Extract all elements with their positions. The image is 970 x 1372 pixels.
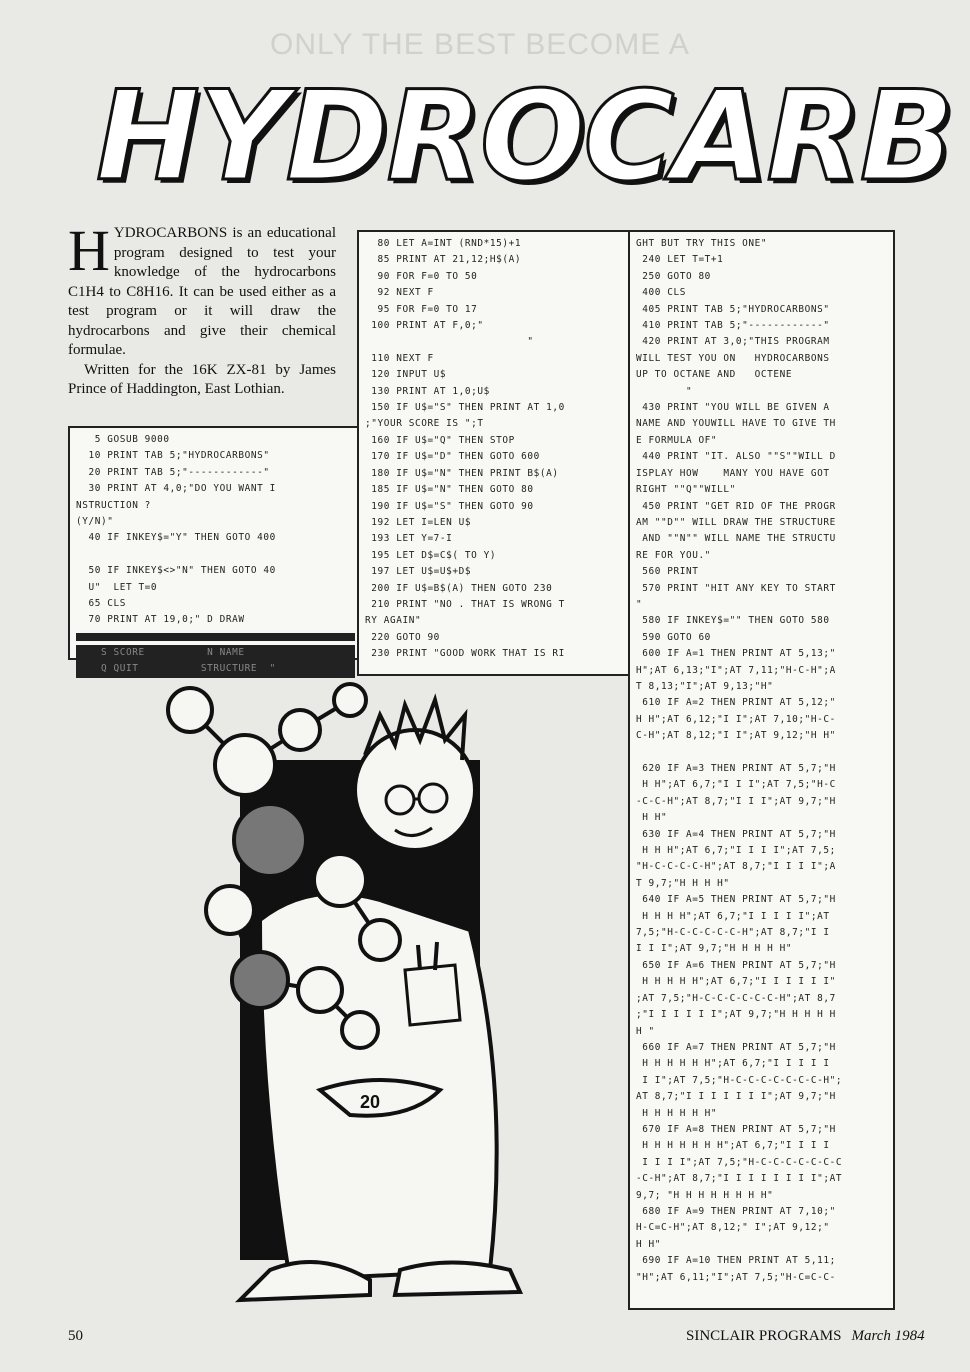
headline-text: HYDROCARB: [96, 65, 953, 209]
intro-paragraph-2: Written for the 16K ZX-81 by James Prince of Haddington, East Lothian.: [68, 361, 336, 397]
background-tagline: ONLY THE BEST BECOME A: [270, 28, 690, 61]
issue-date: March 1984: [851, 1328, 925, 1344]
program-listing-part-2: 80 LET A=INT (RND*15)+1 85 PRINT AT 21,12;H$(A) 90 FOR F=0 TO 50 92 NEXT F 95 FOR F=0 TO 17 100 PRINT AT F,0;" " 110 NEXT F 120 INPUT U$ 130 PRINT AT 1,0;U$ 150 IF U$="S" THEN PRINT AT 1,0 ;"YOUR SCORE IS ";T 160 IF U$="Q" THEN STOP 170 IF U$="D" THEN GOTO 600 180 IF U$="N" THEN PRINT B$(A) 185 IF U$="N" THEN GOTO 80 190 IF U$="S" THEN GOTO 90 192 LET I=LEN U$ 193 LET Y=7-I 195 LET D$=C$( TO Y) 197 LET U$=U$+D$ 200 IF U$=B$(A) THEN GOTO 230 210 PRINT "NO . THAT IS WRONG T RY AGAIN" 220 GOTO 90 230 PRINT "GOOD WORK THAT IS RI: [365, 238, 565, 660]
intro-text: [68, 218, 336, 400]
program-listing-part-1: 5 GOSUB 9000 10 PRINT TAB 5;"HYDROCARBONS" 20 PRINT TAB 5;"------------" 30 PRINT AT 4,0;"DO YOU WANT I NSTRUCTION ? (Y/N)" 40 IF INKEY$="Y" THEN GOTO 400 50 IF INKEY$<>"N" THEN GOTO 40 U" LET T=0 65 CLS 70 PRINT AT 19,0;" D DRAW: [76, 434, 276, 626]
drop-cap: H: [68, 218, 110, 283]
scientist-illustration: [150, 670, 650, 1320]
magazine-footer: [686, 1328, 925, 1345]
intro-paragraph-1-body: YDROCARBONS is an educational program designed to test your knowledge of the hydrocarbons C1H4 to C8H16. It can be used either as a test program or it will draw the hydrocarbons and give their chemical formulae.: [68, 225, 336, 358]
article-headline: [96, 62, 970, 212]
listing-panel-3: [628, 230, 895, 1310]
program-listing-part-3: GHT BUT TRY THIS ONE" 240 LET T=T+1 250 GOTO 80 400 CLS 405 PRINT TAB 5;"HYDROCARBONS" 410 PRINT TAB 5;"------------" 420 PRINT AT 3,0;"THIS PROGRAM WILL TEST YOU ON HYDROCARBONS UP TO OCTANE AND OCTENE " 430 PRINT "YOU WILL BE GIVEN A NAME AND YOUWILL HAVE TO GIVE TH E FORMULA OF" 440 PRINT "IT. ALSO ""S""WILL D ISPLAY HOW MANY YOU HAVE GOT RIGHT ""Q""WILL" 450 PRINT "GET RID OF THE PROGR AM ""D"" WILL DRAW THE STRUCTURE AND ""N"" WILL NAME THE STRUCTU RE FOR YOU." 560 PRINT 570 PRINT "HIT ANY KEY TO START " 580 IF INKEY$="" THEN GOTO 580 590 GOTO 60 600 IF A=1 THEN PRINT AT 5,13;" H";AT 6,13;"I";AT 7,11;"H-C-H";A T 8,13;"I";AT 9,13;"H" 610 IF A=2 THEN PRINT AT 5,12;" H H";AT 6,12;"I I";AT 7,10;"H-C- C-H";AT 8,12;"I I";AT 9,12;"H H" 620 IF A=3 THEN PRINT AT 5,7;"H H H";AT 6,7;"I I I";AT 7,5;"H-C -C-C-H";AT 8,7;"I I I";AT 9,7;"H H H" 630 IF A=4 THEN PRINT AT 5,7;"H H H H";AT 6,7;"I I I I";AT 7,5; "H-C-C-C-C-H";AT 8,7;"I I I I";A T 9,7;"H H H H" 640 IF A=5 THEN PRINT AT 5,7;"H H H H H";AT 6,7;"I I I I I";AT 7,5;"H-C-C-C-C-C-H";AT 8,7;"I I I I I";AT 9,7;"H H H H H" 650 IF A=6 THEN PRINT AT 5,7;"H H H H H H";AT 6,7;"I I I I I I" ;AT 7,5;"H-C-C-C-C-C-C-H";AT 8,7 ;"I I I I I I";AT 9,7;"H H H H H H " 660 IF A=7 THEN PRINT AT 5,7;"H H H H H H H";AT 6,7;"I I I I I I I";AT 7,5;"H-C-C-C-C-C-C-C-H"; AT 8,7;"I I I I I I I";AT 9,7;"H H H H H H H" 670 IF A=8 THEN PRINT AT 5,7;"H H H H H H H H";AT 6,7;"I I I I I I I I";AT 7,5;"H-C-C-C-C-C-C-C -C-H";AT 8,7;"I I I I I I I I";AT 9,7; "H H H H H H H H" 680 IF A=9 THEN PRINT AT 7,10;" H-C=C-H";AT 8,12;" I";AT 9,12;" H H" 690 IF A=10 THEN PRINT AT 5,11; "H";AT 6,11;"I";AT 7,5;"H-C=C-C-: [636, 238, 843, 1283]
magazine-name: SINCLAIR PROGRAMS: [686, 1328, 842, 1344]
lab-coat-pocket: [405, 965, 460, 1025]
page-number: 50: [68, 1328, 83, 1344]
intro-paragraph-1: [68, 218, 336, 361]
illustration-label: 20: [360, 1092, 381, 1112]
scientist-head: [355, 730, 475, 850]
listing-panel-2: [357, 230, 630, 676]
menu-bar-graphic: [76, 633, 355, 641]
listing-panel-1: [68, 426, 363, 675]
program-listing-menu: S SCORE N NAME Q QUIT STRUCTURE ": [76, 645, 355, 678]
